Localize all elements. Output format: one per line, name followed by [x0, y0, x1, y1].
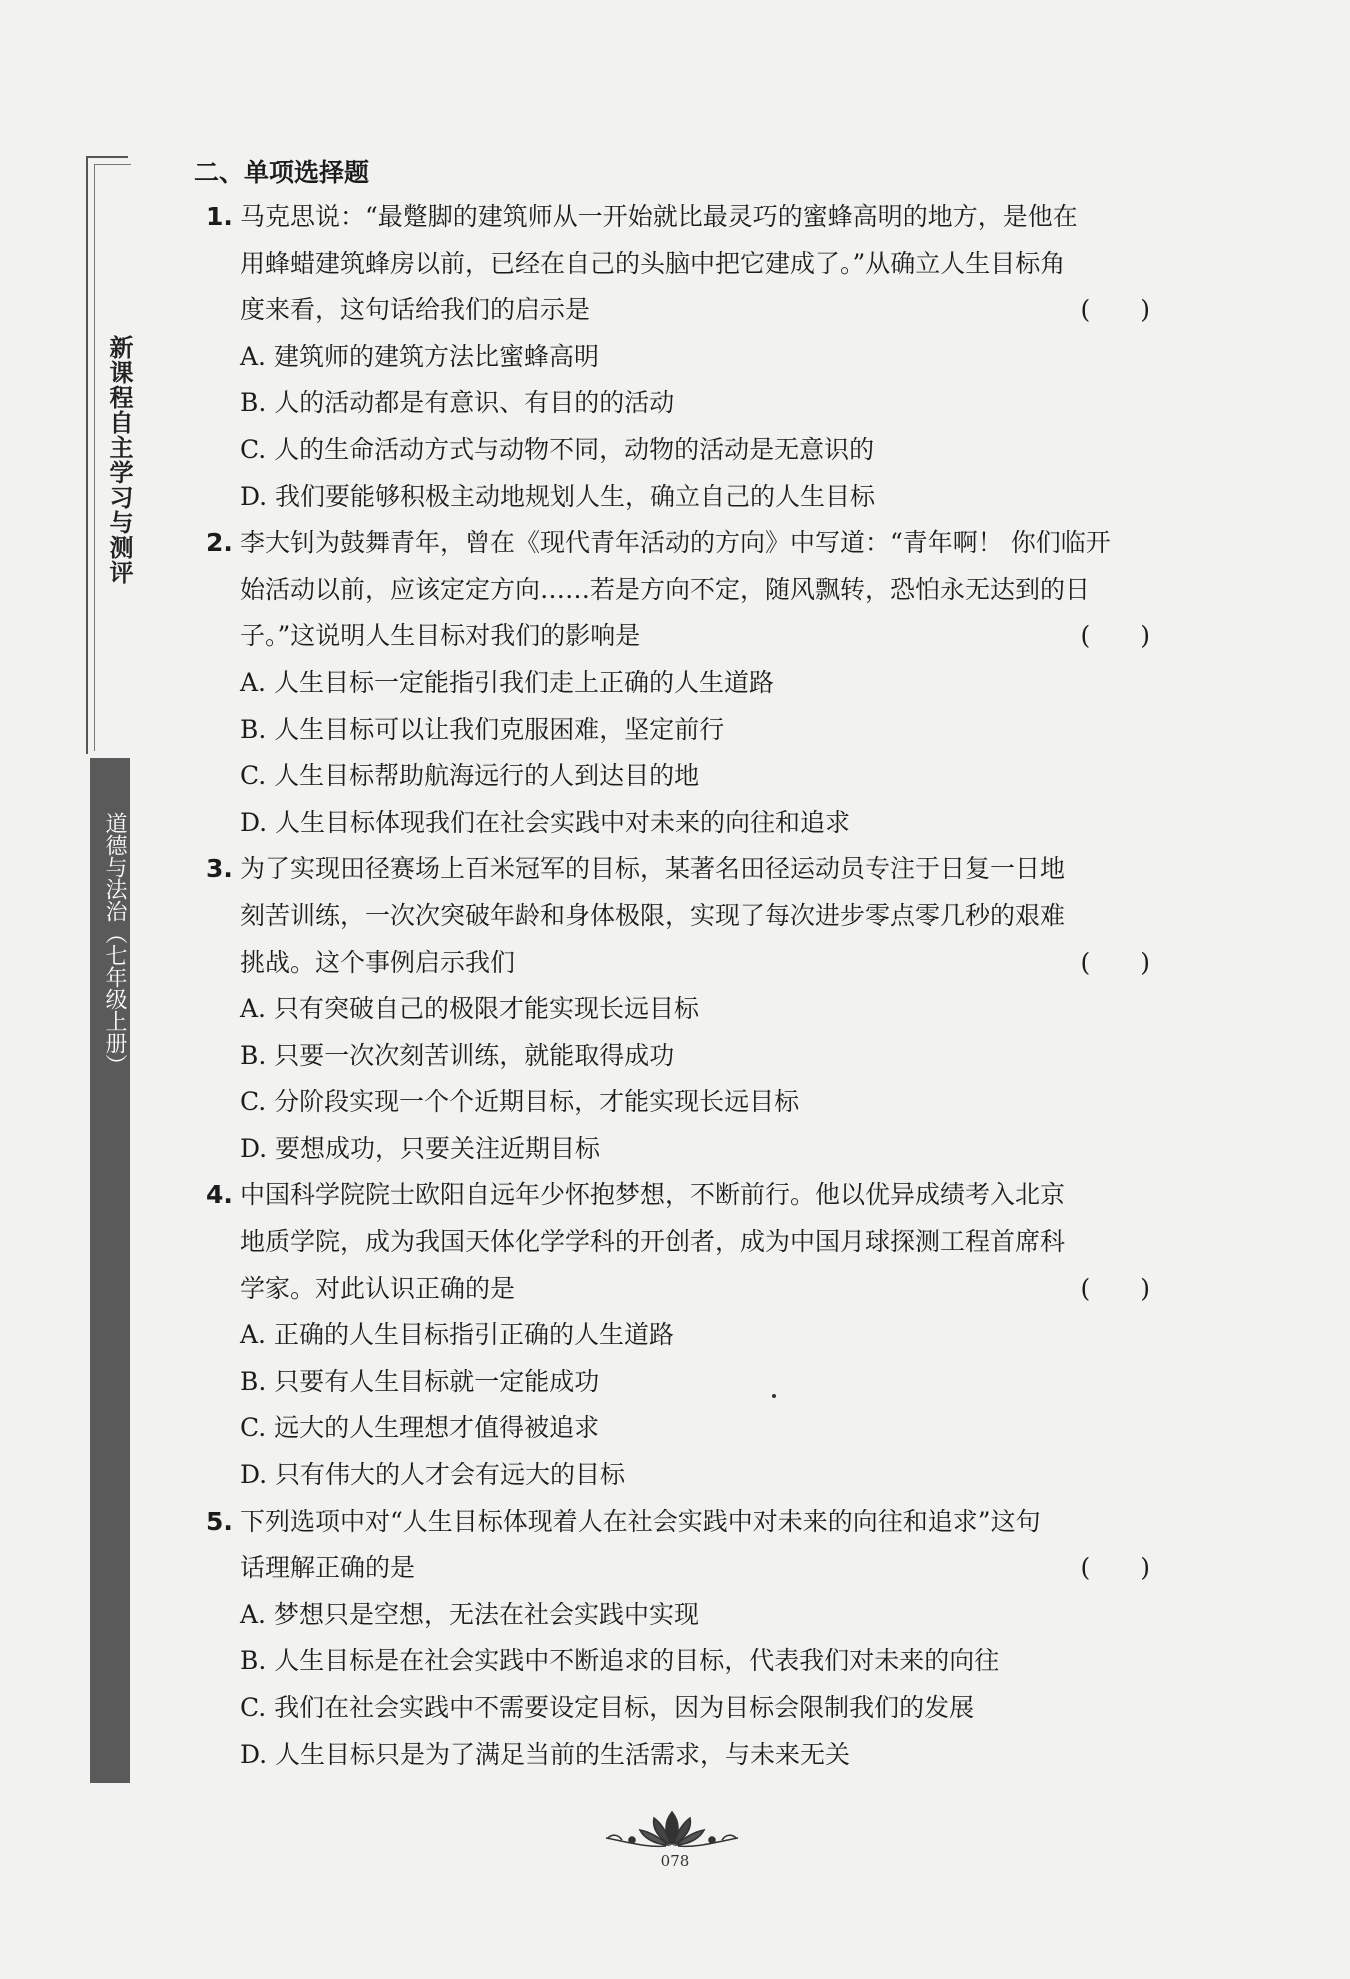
question-stem-line: [200, 1545, 1160, 1592]
answer-option: C. 分阶段实现一个个近期目标，才能实现长远目标: [240, 1087, 800, 1117]
answer-option: A. 建筑师的建筑方法比蜜蜂高明: [240, 341, 599, 371]
answer-option: D. 要想成功，只要关注近期目标: [240, 1133, 601, 1163]
question-stem-text: 学家。对此认识正确的是: [240, 1273, 516, 1303]
question-1: [200, 194, 1160, 520]
book-subject-title: 道德与法治（七年级上册）: [102, 812, 127, 1076]
answer-option: C. 远大的人生理想才值得被追求: [240, 1413, 600, 1443]
question-stem-line: [200, 241, 1160, 288]
answer-blank[interactable]: ( ): [1080, 947, 1150, 977]
question-stem-line: [200, 1266, 1160, 1313]
answer-option: A. 人生目标一定能指引我们走上正确的人生道路: [240, 667, 774, 697]
question-stem-text: 度来看，这句话给我们的启示是: [240, 295, 591, 325]
answer-blank[interactable]: ( ): [1080, 1273, 1150, 1303]
question-2: [200, 520, 1160, 846]
question-number: 5.: [206, 1506, 233, 1536]
answer-option: A. 正确的人生目标指引正确的人生道路: [240, 1320, 674, 1350]
question-number: 2.: [206, 528, 233, 558]
section-heading: 二、单项选择题: [194, 158, 370, 187]
answer-option: B. 人的活动都是有意识、有目的的活动: [240, 388, 675, 418]
question-stem-text: 始活动以前，应该定定方向……若是方向不定，随风飘转，恐怕永无达到的日: [240, 574, 1091, 604]
question-stem-line: [200, 1172, 1160, 1219]
answer-option: B. 人生目标是在社会实践中不断追求的目标，代表我们对未来的向往: [240, 1646, 1000, 1676]
question-stem-text: 用蜂蜡建筑蜂房以前，已经在自己的头脑中把它建成了。”从确立人生目标角: [240, 248, 1066, 278]
question-stem-text: 李大钊为鼓舞青年，曾在《现代青年活动的方向》中写道：“青年啊！ 你们临开: [240, 528, 1111, 558]
question-stem-line: [200, 287, 1160, 334]
answer-option: C. 我们在社会实践中不需要设定目标，因为目标会限制我们的发展: [240, 1693, 975, 1722]
answer-option: D. 人生目标只是为了满足当前的生活需求，与未来无关: [240, 1739, 851, 1769]
question-5: [200, 1499, 1160, 1779]
question-stem-text: 地质学院，成为我国天体化学学科的开创者，成为中国月球探测工程首席科: [240, 1227, 1066, 1257]
question-stem-line: [200, 1499, 1160, 1546]
floral-ornament-icon: [592, 1808, 752, 1848]
question-list: [200, 194, 1160, 1778]
question-stem-line: [200, 940, 1160, 987]
answer-option: D. 人生目标体现我们在社会实践中对未来的向往和追求: [240, 807, 851, 837]
answer-option: D. 只有伟大的人才会有远大的目标: [240, 1460, 626, 1490]
answer-option: C. 人生目标帮助航海远行的人到达目的地: [240, 761, 700, 791]
question-stem-line: [200, 893, 1160, 940]
answer-blank[interactable]: ( ): [1080, 295, 1150, 325]
answer-option: A. 梦想只是空想，无法在社会实践中实现: [240, 1599, 699, 1629]
answer-option: A. 只有突破自己的极限才能实现长远目标: [240, 994, 699, 1024]
question-3: [200, 846, 1160, 1172]
answer-option: B. 人生目标可以让我们克服困难，坚定前行: [240, 714, 725, 744]
question-stem-line: [200, 194, 1160, 241]
answer-option: D. 我们要能够积极主动地规划人生，确立自己的人生目标: [240, 481, 876, 511]
answer-option: C. 人的生命活动方式与动物不同，动物的活动是无意识的: [240, 434, 875, 464]
question-stem-text: 为了实现田径赛场上百米冠军的目标，某著名田径运动员专注于日复一日地: [240, 854, 1066, 884]
question-stem-line: [200, 567, 1160, 614]
answer-option: B. 只要有人生目标就一定能成功: [240, 1366, 600, 1396]
question-stem-text: 下列选项中对“人生目标体现着人在社会实践中对未来的向往和追求”这句: [240, 1506, 1041, 1536]
question-stem-text: 中国科学院院士欧阳自远年少怀抱梦想，不断前行。他以优异成绩考入北京: [240, 1180, 1066, 1210]
question-stem-line: [200, 846, 1160, 893]
print-speck: [772, 1394, 776, 1398]
question-number: 1.: [206, 202, 233, 231]
question-stem-text: 挑战。这个事例启示我们: [240, 947, 516, 977]
question-number: 4.: [206, 1180, 233, 1210]
question-stem-text: 话理解正确的是: [240, 1553, 416, 1583]
answer-option: B. 只要一次次刻苦训练，就能取得成功: [240, 1040, 675, 1070]
question-4: [200, 1172, 1160, 1498]
question-stem-line: [200, 613, 1160, 660]
page-number: 078: [660, 1852, 690, 1870]
question-stem-line: [200, 1219, 1160, 1266]
answer-blank[interactable]: ( ): [1080, 1553, 1150, 1583]
answer-blank[interactable]: ( ): [1080, 621, 1150, 651]
question-stem-text: 刻苦训练，一次次突破年龄和身体极限，实现了每次进步零点零几秒的艰难: [240, 900, 1066, 930]
book-series-title: 新课程自主学习与测评: [105, 335, 133, 585]
question-stem-line: [200, 520, 1160, 567]
question-stem-text: 马克思说：“最蹩脚的建筑师从一开始就比最灵巧的蜜蜂高明的地方，是他在: [240, 202, 1078, 231]
question-stem-text: 子。”这说明人生目标对我们的影响是: [240, 621, 641, 651]
question-number: 3.: [206, 854, 233, 884]
